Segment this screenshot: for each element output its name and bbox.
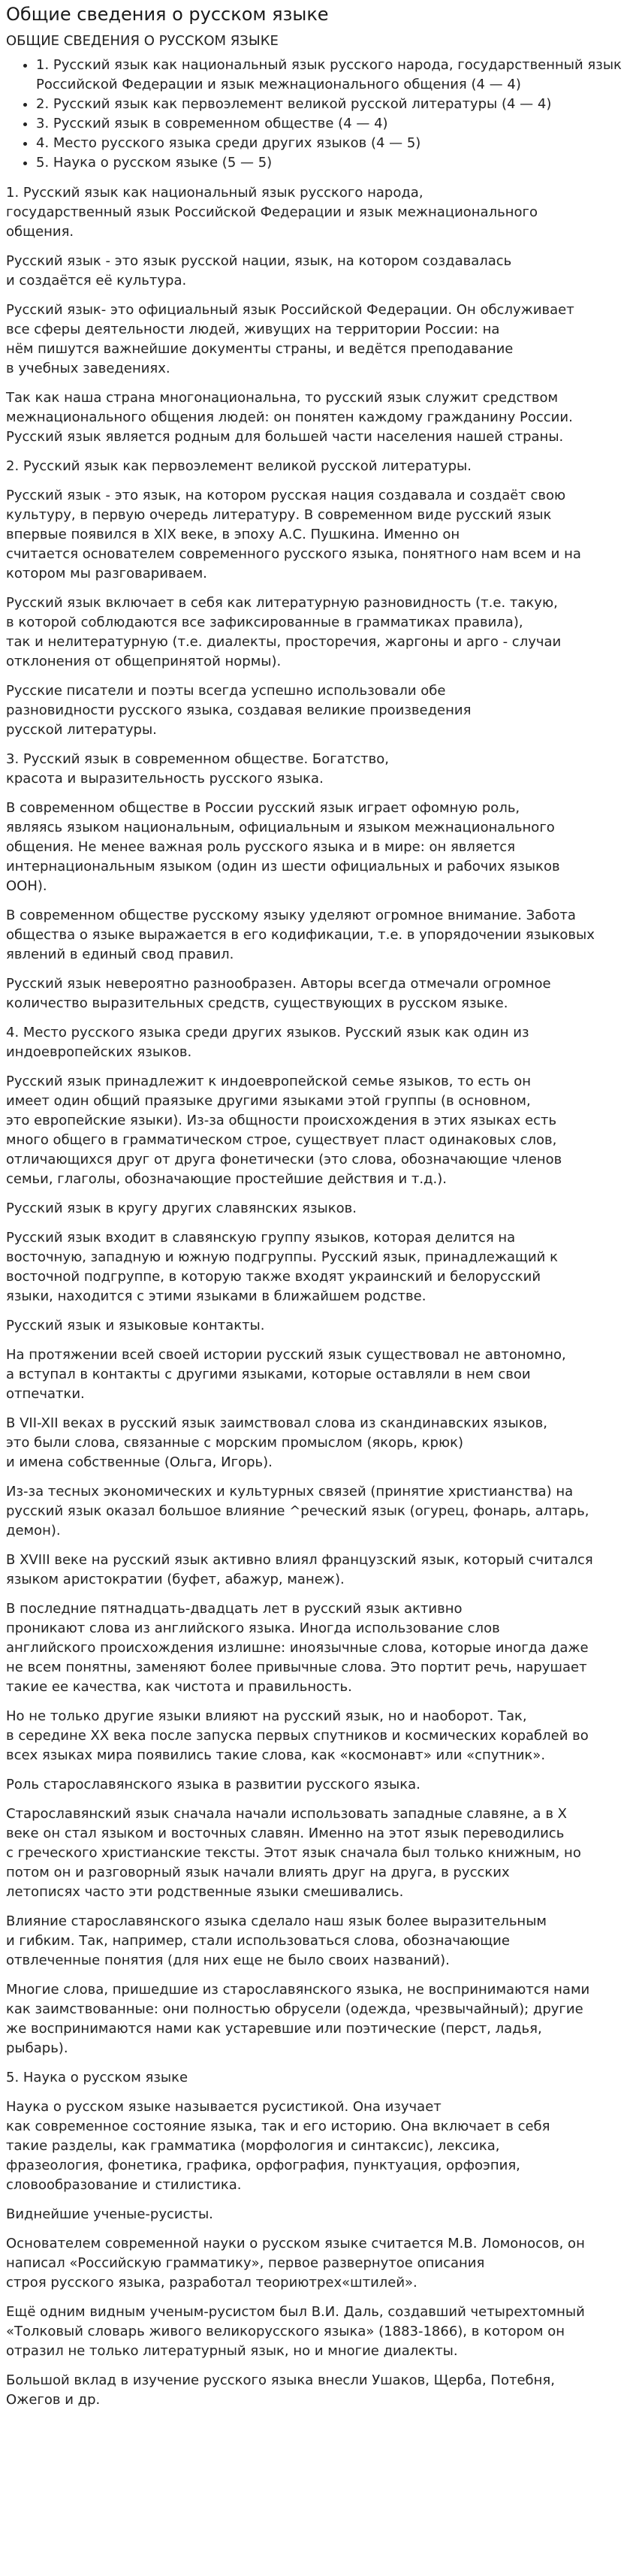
paragraph: Русский язык- это официальный язык Российской Федерации. Он обслуживает все сферы деятельности людей, живущих на территории России: на нём пишутся важнейшие документы страны, и ведётся преподавание в учебных заведениях. <box>6 302 574 376</box>
paragraph: Влияние старославянского языка сделало наш язык более выразительным и гибким. Так, например, стали использоваться слова, обозначающие отвлеченные понятия (для них еще не было своих названий). <box>6 1913 547 1968</box>
document-subtitle: ОБЩИЕ СВЕДЕНИЯ О РУССКОМ ЯЗЫКЕ <box>6 33 279 49</box>
subsection-heading: Виднейшие ученые-русисты. <box>6 2206 213 2222</box>
paragraph: В XVIII веке на русский язык активно влиял французский язык, который считался языком аристократии (буфет, абажур, манеж). <box>6 1552 593 1587</box>
paragraph: Русский язык включает в себя как литературную разновидность (т.е. такую, в которой соблюдаются все зафиксированные в грамматиках правила), так и нелитературную (т.е. диалекты, просторечия, жаргоны и арго - случаи отклонения от общепринятой нормы). <box>6 595 562 669</box>
paragraph: Старославянский язык сначала начали использовать западные славяне, а в X веке он стал языком и восточных славян. Именно на этот язык переводились с греческого христианские тексты. Этот язык сначала был только книжным, но потом он и разговорный язык начали влиять друг на друга, в русских летописях часто эти родственные языки смешивались. <box>6 1806 581 1900</box>
toc-item: • 4. Место русского языка среди других языков (4 — 5) <box>36 134 628 153</box>
paragraph: В VII-XII веках в русский язык заимствовал слова из скандинавских языков, это были слова, связанные с морским промыслом (якорь, крюк) и имена собственные (Ольга, Игорь). <box>6 1415 547 1470</box>
table-of-contents <box>6 56 628 173</box>
paragraph: Русский язык принадлежит к индоевропейской семье языков, то есть он имеет один общий праязыке другими языками этой группы (в основном, это европейские языки). Из-за общности происхождения в этих языках есть много общего в грамматическом строе, существует пласт одинаковых слов, отличающихся друг от друга фонетически (это слова, обозначающие членов семьи, глаголы, обозначающие простейшие действия и т.д.). <box>6 1074 562 1187</box>
section-heading-2: 2. Русский язык как первоэлемент великой русской литературы. <box>6 458 472 474</box>
subsection-heading: Роль старославянского языка в развитии русского языка. <box>6 1777 420 1792</box>
paragraph: Ещё одним видным ученым-русистом был В.И. Даль, создавший четырехтомный «Толковый словарь живого великорусского языка» (1883-1866), в котором он отразил не только литературный язык, но и многие диалекты. <box>6 2304 585 2359</box>
toc-item: • 5. Наука о русском языке (5 — 5) <box>36 153 628 173</box>
section-heading-1: 1. Русский язык как национальный язык русского народа, государственный язык Российской Федерации и язык межнационального общения. <box>6 185 538 240</box>
paragraph: В современном обществе в России русский язык играет офомную роль, являясь языком национальным, официальным и языком межнационального общения. Не менее важная роль русского языка и в мире: он является интернациональным языком (один из шести официальных и рабочих языков ООН). <box>6 800 560 894</box>
toc-item: • 2. Русский язык как первоэлемент великой русской литературы (4 — 4) <box>36 95 628 114</box>
paragraph: Так как наша страна многонациональна, то русский язык служит средством межнационального общения людей: он понятен каждому гражданину России. Русский язык является родным для большей части населения нашей страны. <box>6 390 573 445</box>
paragraph: Наука о русском языке называется русистикой. Она изучает как современное состояние языка, так и его историю. Она включает в себя такие разделы, как грамматика (морфология и синтаксис), лексика, фразеология, фонетика, графика, орфография, пунктуация, орфоэпия, словообразование и стилистика. <box>6 2099 550 2193</box>
paragraph: Русский язык - это язык, на котором русская нация создавала и создаёт свою культуру, в первую очередь литературу. В современном виде русский язык впервые появился в XIX веке, в эпоху А.С. Пушкина. Именно он считается основателем современного русского языка, понятного нам всем и на котором мы разговариваем. <box>6 488 581 581</box>
paragraph: Из-за тесных экономических и культурных связей (принятие христианства) на русский язык оказал большое влияние ^реческий язык (огурец, фонарь, алтарь, демон). <box>6 1484 589 1539</box>
paragraph: Русский язык входит в славянскую группу языков, которая делится на восточную, западную и южную подгруппы. Русский язык, принадлежащий к восточной подгруппе, в которую также входят украинский и белорусский языки, находится с этими языками в ближайшем родстве. <box>6 1230 558 1304</box>
section-heading-4: 4. Место русского языка среди других языков. Русский язык как один из индоевропейских языков. <box>6 1025 529 1060</box>
paragraph: Русские писатели и поэты всегда успешно использовали обе разновидности русского языка, создавая великие произведения русской литературы. <box>6 683 472 738</box>
page-title: Общие сведения о русском языке <box>6 4 329 25</box>
paragraph: В современном обществе русскому языку уделяют огромное внимание. Забота общества о языке выражается в его кодификации, т.е. в упорядочении языковых явлений в единый свод правил. <box>6 907 595 962</box>
document-body <box>6 183 628 2410</box>
paragraph: Русский язык - это язык русской нации, язык, на котором создавалась и создаётся её культура. <box>6 253 512 288</box>
section-heading-3: 3. Русский язык в современном обществе. Богатство, красота и выразительность русского языка. <box>6 751 389 787</box>
paragraph: На протяжении всей своей истории русский язык существовал не автономно, а вступал в контакты с другими языками, которые оставляли в нем свои отпечатки. <box>6 1347 566 1402</box>
toc-item: • 3. Русский язык в современном обществе (4 — 4) <box>36 114 628 134</box>
paragraph: Но не только другие языки влияют на русский язык, но и наоборот. Так, в середине XX века после запуска первых спутников и космических кораблей во всех языках мира появились такие слова, как «космонавт» или «спутник». <box>6 1708 589 1763</box>
paragraph: Многие слова, пришедшие из старославянского языка, не воспринимаются нами как заимствованные: они полностью обрусели (одежда, чрезвычайный); другие же воспринимаются нами как устаревшие или поэтические (перст, ладья, рыбарь). <box>6 1982 590 2056</box>
paragraph: В последние пятнадцать-двадцать лет в русский язык активно проникают слова из английского языка. Иногда использование слов английского происхождения излишне: иноязычные слова, которые иногда даже не всем понятны, заменяют более привычные слова. Это портит речь, нарушает такие ее качества, как чистота и правильность. <box>6 1601 589 1695</box>
paragraph: Русский язык невероятно разнообразен. Авторы всегда отмечали огромное количество выразительных средств, существующих в русском языке. <box>6 976 551 1011</box>
toc-item: • 1. Русский язык как национальный язык русского народа, государственный язык Российской Федерации и язык межнационального общения (4 — 4) <box>36 56 628 95</box>
subsection-heading: Русский язык в кругу других славянских языков. <box>6 1200 357 1216</box>
subsection-heading: Русский язык и языковые контакты. <box>6 1318 265 1333</box>
section-heading-5: 5. Наука о русском языке <box>6 2070 188 2085</box>
paragraph: Основателем современной науки о русском языке считается М.В. Ломоносов, он написал «Российскую грамматику», первое развернутое описания строя русского языка, разработал теориютрех«штилей». <box>6 2236 585 2291</box>
paragraph: Большой вклад в изучение русского языка внесли Ушаков, Щерба, Потебня, Ожегов и др. <box>6 2372 555 2408</box>
